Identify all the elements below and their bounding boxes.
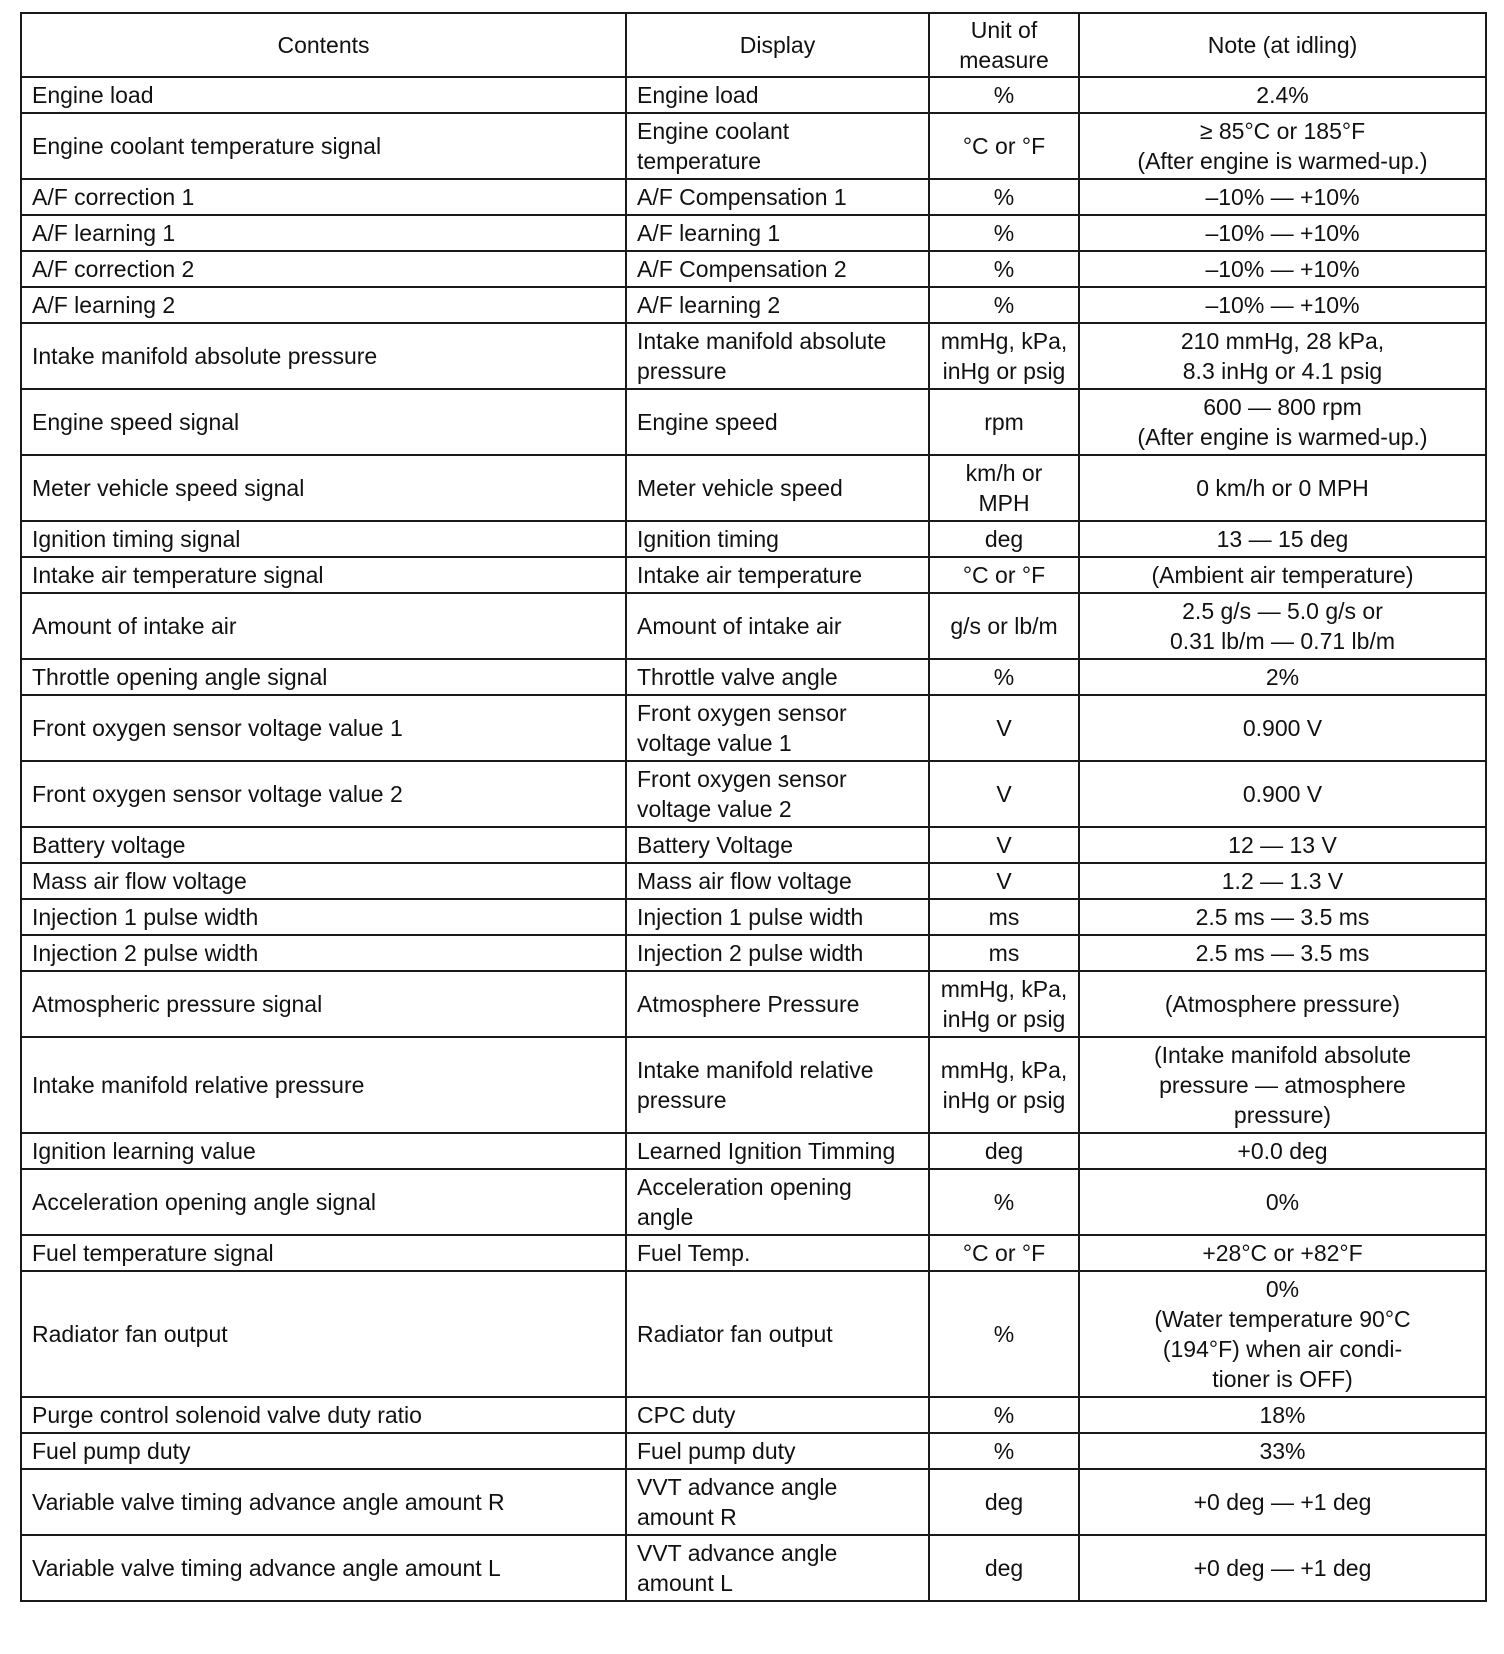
cell-note: (Atmosphere pressure) — [1079, 971, 1486, 1037]
cell-contents: A/F correction 2 — [21, 251, 626, 287]
cell-note: 1.2 — 1.3 V — [1079, 863, 1486, 899]
cell-unit: °C or °F — [929, 1235, 1079, 1271]
cell-note: 2.5 ms — 3.5 ms — [1079, 935, 1486, 971]
cell-note: 13 — 15 deg — [1079, 521, 1486, 557]
table-row — [21, 1469, 1486, 1535]
table-row — [21, 593, 1486, 659]
table-row — [21, 179, 1486, 215]
table-row — [21, 695, 1486, 761]
cell-contents: A/F correction 1 — [21, 179, 626, 215]
cell-contents: Fuel pump duty — [21, 1433, 626, 1469]
cell-unit: rpm — [929, 389, 1079, 455]
cell-contents: Radiator fan output — [21, 1271, 626, 1397]
cell-unit: mmHg, kPa, inHg or psig — [929, 1037, 1079, 1133]
cell-unit: % — [929, 1397, 1079, 1433]
cell-contents: A/F learning 2 — [21, 287, 626, 323]
cell-note: ≥ 85°C or 185°F (After engine is warmed-up.) — [1079, 113, 1486, 179]
header-contents: Contents — [21, 13, 626, 77]
cell-unit: % — [929, 215, 1079, 251]
cell-note: +28°C or +82°F — [1079, 1235, 1486, 1271]
table-row — [21, 827, 1486, 863]
cell-contents: Ignition timing signal — [21, 521, 626, 557]
cell-display: CPC duty — [626, 1397, 929, 1433]
cell-display: Radiator fan output — [626, 1271, 929, 1397]
cell-note: 600 — 800 rpm (After engine is warmed-up.) — [1079, 389, 1486, 455]
cell-note: –10% — +10% — [1079, 287, 1486, 323]
cell-display: VVT advance angle amount R — [626, 1469, 929, 1535]
cell-unit: mmHg, kPa, inHg or psig — [929, 971, 1079, 1037]
table-row — [21, 971, 1486, 1037]
cell-unit: V — [929, 827, 1079, 863]
cell-display: VVT advance angle amount L — [626, 1535, 929, 1601]
table-row — [21, 935, 1486, 971]
cell-display: Engine speed — [626, 389, 929, 455]
table-row — [21, 761, 1486, 827]
cell-note: 0.900 V — [1079, 761, 1486, 827]
cell-display: Injection 2 pulse width — [626, 935, 929, 971]
cell-display: Intake manifold absolute pressure — [626, 323, 929, 389]
cell-note: –10% — +10% — [1079, 179, 1486, 215]
cell-display: Intake air temperature — [626, 557, 929, 593]
cell-unit: % — [929, 251, 1079, 287]
table-row — [21, 455, 1486, 521]
header-note: Note (at idling) — [1079, 13, 1486, 77]
table-row — [21, 1433, 1486, 1469]
cell-contents: Ignition learning value — [21, 1133, 626, 1169]
table-row — [21, 521, 1486, 557]
cell-display: Meter vehicle speed — [626, 455, 929, 521]
cell-display: A/F Compensation 2 — [626, 251, 929, 287]
cell-display: Fuel pump duty — [626, 1433, 929, 1469]
cell-note: –10% — +10% — [1079, 251, 1486, 287]
cell-note: +0 deg — +1 deg — [1079, 1535, 1486, 1601]
table-row — [21, 215, 1486, 251]
cell-display: A/F learning 1 — [626, 215, 929, 251]
table-row — [21, 899, 1486, 935]
cell-note: (Ambient air temperature) — [1079, 557, 1486, 593]
cell-unit: g/s or lb/m — [929, 593, 1079, 659]
table-row — [21, 863, 1486, 899]
header-display: Display — [626, 13, 929, 77]
header-row — [21, 13, 1486, 77]
cell-unit: % — [929, 179, 1079, 215]
cell-contents: A/F learning 1 — [21, 215, 626, 251]
table-row — [21, 1271, 1486, 1397]
cell-contents: Mass air flow voltage — [21, 863, 626, 899]
cell-unit: V — [929, 761, 1079, 827]
cell-note: 2% — [1079, 659, 1486, 695]
cell-unit: deg — [929, 1133, 1079, 1169]
cell-contents: Intake air temperature signal — [21, 557, 626, 593]
cell-note: +0 deg — +1 deg — [1079, 1469, 1486, 1535]
table-row — [21, 323, 1486, 389]
cell-unit: km/h or MPH — [929, 455, 1079, 521]
cell-contents: Amount of intake air — [21, 593, 626, 659]
cell-display: Acceleration opening angle — [626, 1169, 929, 1235]
cell-display: A/F Compensation 1 — [626, 179, 929, 215]
cell-display: Battery Voltage — [626, 827, 929, 863]
table-row — [21, 1235, 1486, 1271]
table-row — [21, 287, 1486, 323]
cell-unit: V — [929, 863, 1079, 899]
table-row — [21, 1133, 1486, 1169]
table-row — [21, 1037, 1486, 1133]
cell-note: +0.0 deg — [1079, 1133, 1486, 1169]
table-row — [21, 251, 1486, 287]
cell-display: Atmosphere Pressure — [626, 971, 929, 1037]
cell-display: Learned Ignition Timming — [626, 1133, 929, 1169]
table-row — [21, 77, 1486, 113]
cell-unit: % — [929, 1433, 1079, 1469]
cell-unit: deg — [929, 1535, 1079, 1601]
cell-note: (Intake manifold absolute pressure — atmosphere pressure) — [1079, 1037, 1486, 1133]
cell-unit: % — [929, 1271, 1079, 1397]
cell-unit: deg — [929, 1469, 1079, 1535]
cell-contents: Engine speed signal — [21, 389, 626, 455]
cell-display: A/F learning 2 — [626, 287, 929, 323]
table-row — [21, 113, 1486, 179]
cell-contents: Purge control solenoid valve duty ratio — [21, 1397, 626, 1433]
cell-contents: Fuel temperature signal — [21, 1235, 626, 1271]
cell-contents: Engine load — [21, 77, 626, 113]
cell-note: 12 — 13 V — [1079, 827, 1486, 863]
data-monitor-table — [20, 12, 1487, 1602]
cell-note: 2.5 ms — 3.5 ms — [1079, 899, 1486, 935]
header-unit-of-measure: Unit of measure — [929, 13, 1079, 77]
cell-note: 0% (Water temperature 90°C (194°F) when air condi- tioner is OFF) — [1079, 1271, 1486, 1397]
cell-note: 2.5 g/s — 5.0 g/s or 0.31 lb/m — 0.71 lb/m — [1079, 593, 1486, 659]
cell-note: 0% — [1079, 1169, 1486, 1235]
cell-unit: % — [929, 287, 1079, 323]
cell-contents: Acceleration opening angle signal — [21, 1169, 626, 1235]
table-row — [21, 1397, 1486, 1433]
cell-contents: Throttle opening angle signal — [21, 659, 626, 695]
cell-display: Mass air flow voltage — [626, 863, 929, 899]
cell-contents: Battery voltage — [21, 827, 626, 863]
cell-contents: Injection 2 pulse width — [21, 935, 626, 971]
cell-contents: Injection 1 pulse width — [21, 899, 626, 935]
cell-unit: % — [929, 77, 1079, 113]
cell-display: Ignition timing — [626, 521, 929, 557]
cell-note: 0 km/h or 0 MPH — [1079, 455, 1486, 521]
cell-display: Intake manifold relative pressure — [626, 1037, 929, 1133]
cell-contents: Meter vehicle speed signal — [21, 455, 626, 521]
cell-contents: Intake manifold absolute pressure — [21, 323, 626, 389]
cell-display: Fuel Temp. — [626, 1235, 929, 1271]
cell-unit: % — [929, 659, 1079, 695]
cell-unit: V — [929, 695, 1079, 761]
table-row — [21, 557, 1486, 593]
cell-unit: deg — [929, 521, 1079, 557]
cell-note: 210 mmHg, 28 kPa, 8.3 inHg or 4.1 psig — [1079, 323, 1486, 389]
table-row — [21, 1169, 1486, 1235]
table-row — [21, 659, 1486, 695]
cell-display: Amount of intake air — [626, 593, 929, 659]
cell-display: Throttle valve angle — [626, 659, 929, 695]
cell-display: Engine load — [626, 77, 929, 113]
cell-note: 18% — [1079, 1397, 1486, 1433]
cell-unit: % — [929, 1169, 1079, 1235]
cell-display: Engine coolant temperature — [626, 113, 929, 179]
cell-unit: ms — [929, 935, 1079, 971]
cell-contents: Variable valve timing advance angle amount R — [21, 1469, 626, 1535]
table-row — [21, 389, 1486, 455]
cell-contents: Intake manifold relative pressure — [21, 1037, 626, 1133]
cell-contents: Atmospheric pressure signal — [21, 971, 626, 1037]
cell-unit: °C or °F — [929, 557, 1079, 593]
cell-note: –10% — +10% — [1079, 215, 1486, 251]
cell-display: Front oxygen sensor voltage value 2 — [626, 761, 929, 827]
cell-unit: ms — [929, 899, 1079, 935]
cell-unit: mmHg, kPa, inHg or psig — [929, 323, 1079, 389]
cell-unit: °C or °F — [929, 113, 1079, 179]
table-row — [21, 1535, 1486, 1601]
cell-display: Front oxygen sensor voltage value 1 — [626, 695, 929, 761]
cell-display: Injection 1 pulse width — [626, 899, 929, 935]
cell-contents: Front oxygen sensor voltage value 1 — [21, 695, 626, 761]
table-body — [21, 77, 1486, 1601]
cell-note: 33% — [1079, 1433, 1486, 1469]
cell-contents: Variable valve timing advance angle amount L — [21, 1535, 626, 1601]
cell-contents: Engine coolant temperature signal — [21, 113, 626, 179]
cell-contents: Front oxygen sensor voltage value 2 — [21, 761, 626, 827]
cell-note: 0.900 V — [1079, 695, 1486, 761]
cell-note: 2.4% — [1079, 77, 1486, 113]
